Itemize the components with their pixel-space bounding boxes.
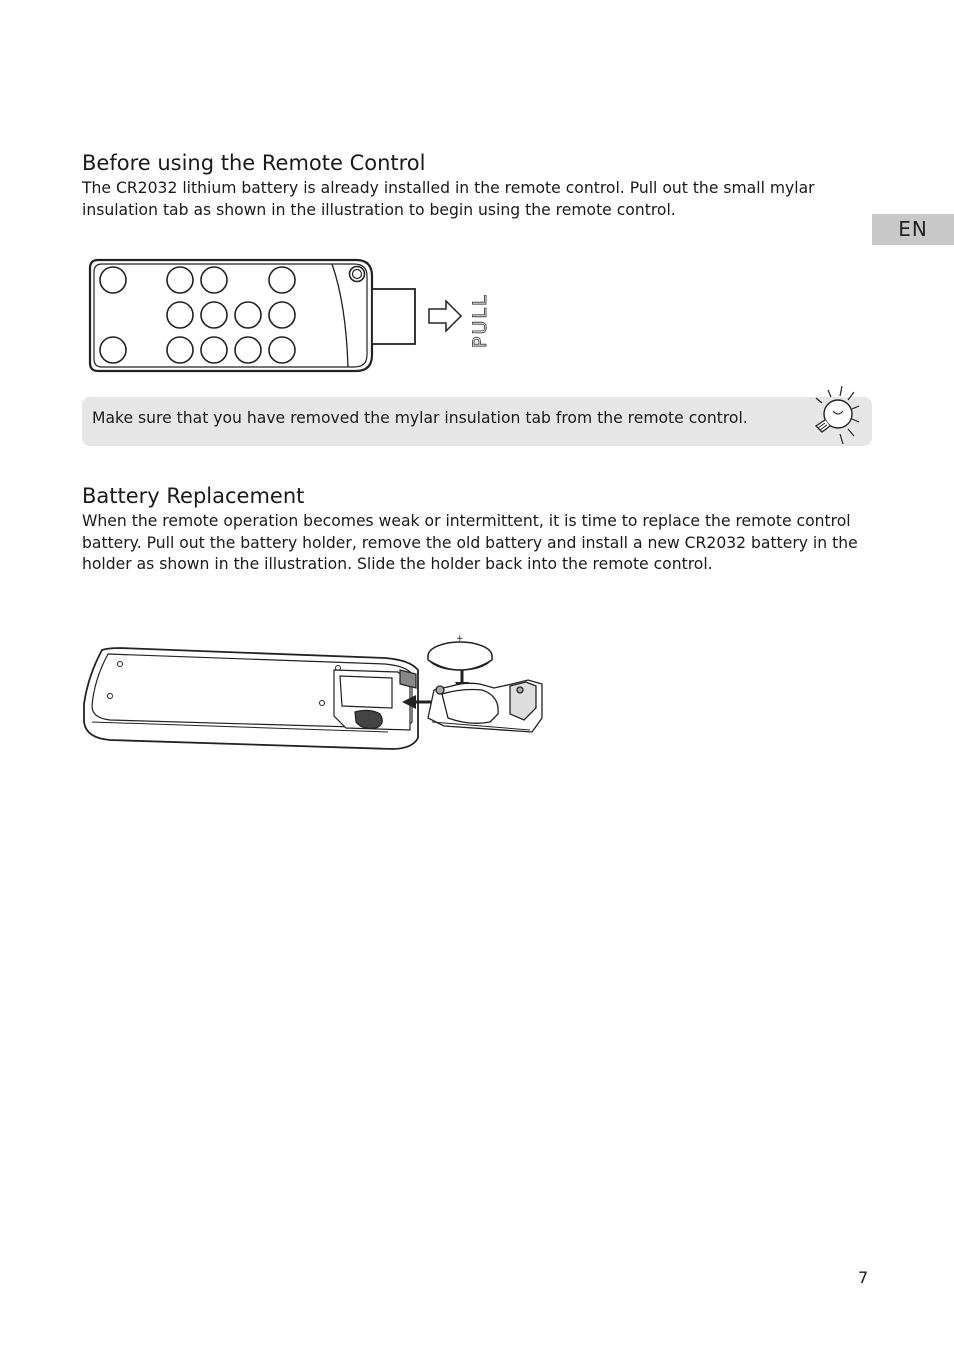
battery-replacement-illustration [80, 618, 550, 754]
remote-control-body [90, 260, 372, 371]
section-body-before-using: The CR2032 lithium battery is already installed in the remote control. Pull out the small mylar insulation tab as shown in the illustration to begin using the remote control. [82, 179, 815, 219]
pull-arrow-icon [429, 301, 461, 331]
battery-compartment [334, 670, 416, 730]
tip-text: Make sure that you have removed the mylar insulation tab from the remote control. [92, 409, 748, 427]
page-number: 7 [858, 1268, 869, 1287]
lightbulb-icon [810, 384, 860, 446]
section-title-battery-replacement: Battery Replacement [82, 484, 305, 508]
tip-callout [82, 397, 872, 446]
battery-polarity-label: + [456, 634, 464, 644]
battery-holder [428, 680, 542, 732]
cr2032-battery [428, 634, 492, 670]
remote-pull-tab-illustration [84, 254, 504, 378]
section-body-battery-replacement: When the remote operation becomes weak or intermittent, it is time to replace the remote control battery. Pull out the battery holder, remove the old battery and install a new CR2032 battery in the holder as shown in the illustration. Slide the holder back into the remote control. [82, 512, 858, 574]
mylar-insulation-tab [372, 289, 415, 344]
language-tab: EN [872, 214, 954, 245]
pull-label: PULL [469, 293, 491, 348]
section-title-before-using: Before using the Remote Control [82, 151, 426, 175]
